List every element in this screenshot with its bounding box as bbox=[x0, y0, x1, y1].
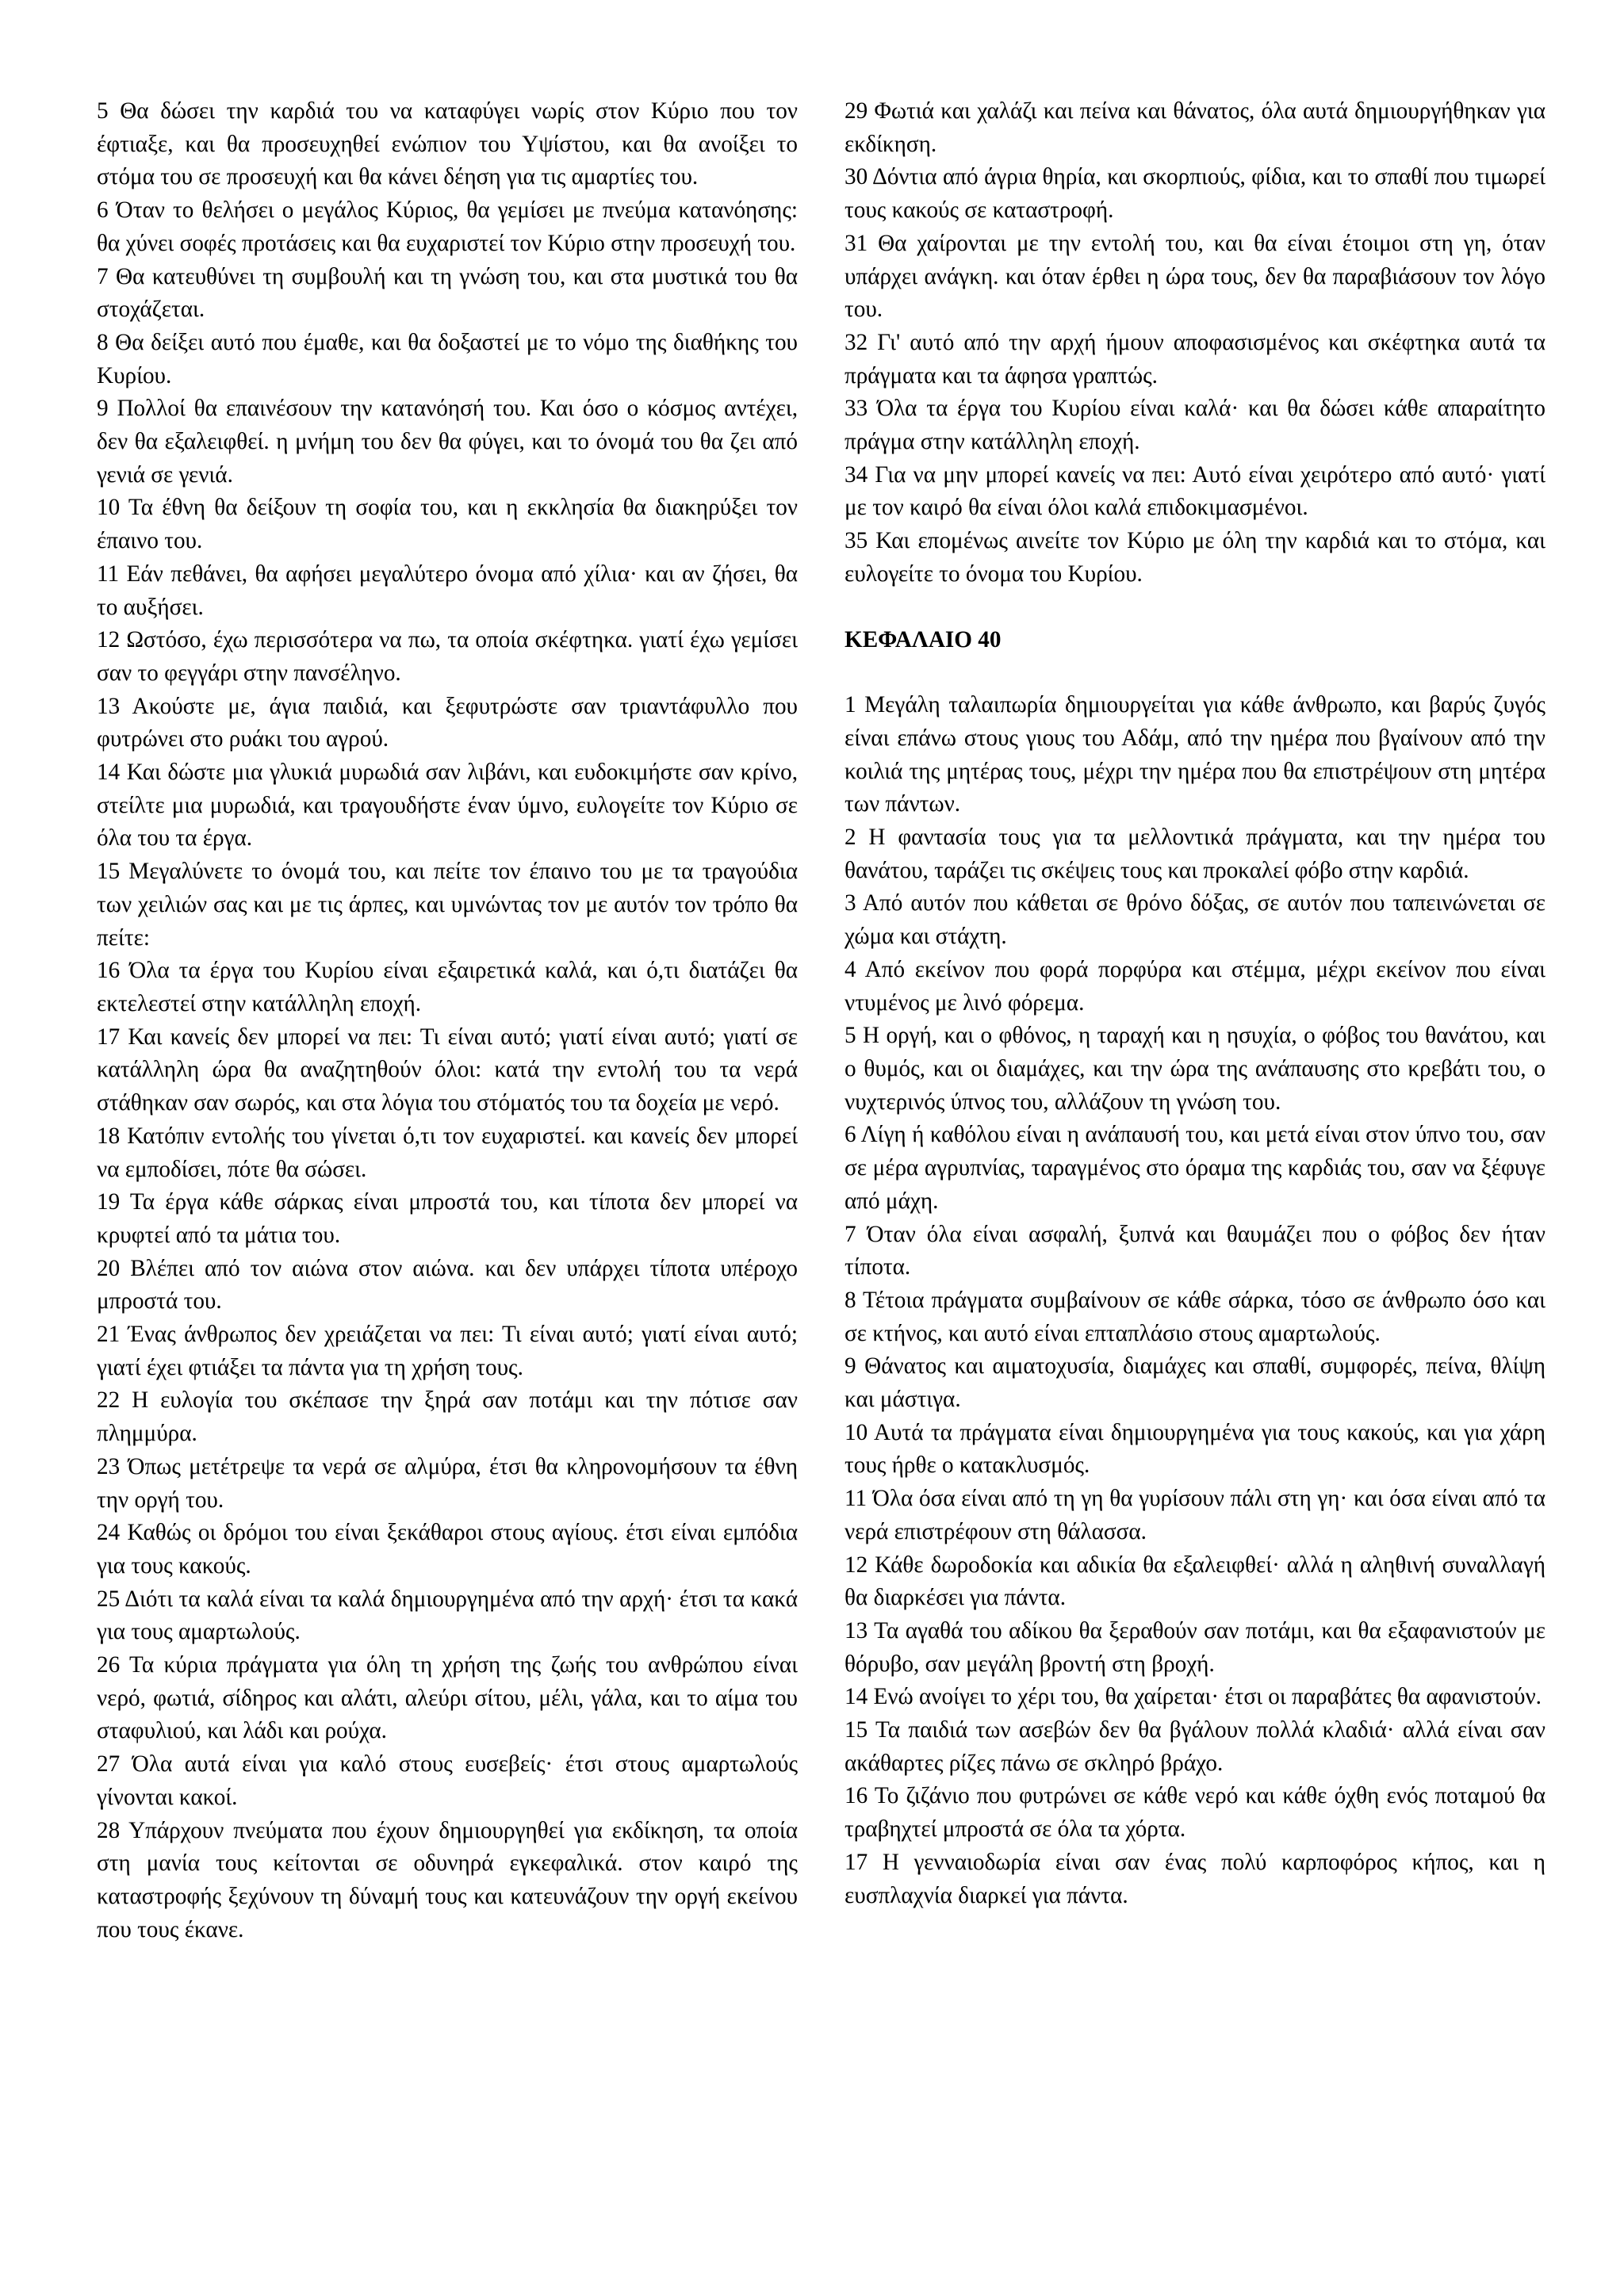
verse: 16 Όλα τα έργα του Κυρίου είναι εξαιρετικά καλά, και ό,τι διατάζει θα εκτελεστεί στην κατάλληλη εποχή. bbox=[97, 958, 798, 1016]
verse: 16 Το ζιζάνιο που φυτρώνει σε κάθε νερό και κάθε όχθη ενός ποταμού θα τραβηχτεί μπροστά σε όλα τα χόρτα. bbox=[845, 1783, 1545, 1843]
verse: 21 Ένας άνθρωπος δεν χρειάζεται να πει: Τι είναι αυτό; γιατί είναι αυτό; γιατί έχει φτιάξει τα πάντα για τη χρήση τους. bbox=[97, 1322, 798, 1380]
verse: 13 Ακούστε με, άγια παιδιά, και ξεφυτρώστε σαν τριαντάφυλλο που φυτρώνει στο ρυάκι του αγρού. bbox=[97, 693, 798, 752]
left-column bbox=[97, 95, 798, 1946]
verse: 1 Μεγάλη ταλαιπωρία δημιουργείται για κάθε άνθρωπο, και βαρύς ζυγός είναι επάνω στους γιους του Αδάμ, από την ημέρα που βγαίνουν από την κοιλιά της μητέρας τους, μέχρι την ημέρα που θα επιστρέψουν στη μητέρα των πάντων. bbox=[845, 692, 1545, 817]
verse: 7 Όταν όλα είναι ασφαλή, ξυπνά και θαυμάζει που ο φόβος δεν ήταν τίποτα. bbox=[845, 1221, 1545, 1280]
verse: 32 Γι' αυτό από την αρχή ήμουν αποφασισμένος και σκέφτηκα αυτά τα πράγματα και τα άφησα γραπτώς. bbox=[845, 329, 1545, 388]
chapter-heading: ΚΕΦΑΛΑΙΟ 40 bbox=[845, 626, 1002, 652]
verse: 30 Δόντια από άγρια θηρία, και σκορπιούς, φίδια, και το σπαθί που τιμωρεί τους κακούς σε καταστροφή. bbox=[845, 164, 1545, 224]
verse: 20 Βλέπει από τον αιώνα στον αιώνα. και δεν υπάρχει τίποτα υπέροχο μπροστά του. bbox=[97, 1255, 798, 1314]
verse: 27 Όλα αυτά είναι για καλό στους ευσεβείς· έτσι στους αμαρτωλούς γίνονται κακοί. bbox=[97, 1751, 798, 1810]
verse: 8 Τέτοια πράγματα συμβαίνουν σε κάθε σάρκα, τόσο σε άνθρωπο όσο και σε κτήνος, και αυτό είναι επταπλάσιο στους αμαρτωλούς. bbox=[845, 1287, 1545, 1346]
verse: 15 Τα παιδιά των ασεβών δεν θα βγάλουν πολλά κλαδιά· αλλά είναι σαν ακάθαρτες ρίζες πάνω σε σκληρό βράχο. bbox=[845, 1717, 1545, 1776]
verse: 25 Διότι τα καλά είναι τα καλά δημιουργημένα από την αρχή· έτσι τα κακά για τους αμαρτωλούς. bbox=[97, 1586, 798, 1645]
verse: 18 Κατόπιν εντολής του γίνεται ό,τι τον ευχαριστεί. και κανείς δεν μπορεί να εμποδίσει, πότε θα σώσει. bbox=[97, 1123, 798, 1182]
verse: 4 Από εκείνον που φορά πορφύρα και στέμμα, μέχρι εκείνον που είναι ντυμένος με λινό φόρεμα. bbox=[845, 956, 1545, 1016]
verse: 31 Θα χαίρονται με την εντολή του, και θα είναι έτοιμοι στη γη, όταν υπάρχει ανάγκη. και όταν έρθει η ώρα τους, δεν θα παραβιάσουν τον λόγο του. bbox=[845, 230, 1545, 323]
verse: 9 Πολλοί θα επαινέσουν την κατανόησή του. Και όσο ο κόσμος αντέχει, δεν θα εξαλειφθεί. η μνήμη του δεν θα φύγει, και το όνομά του θα ζει από γενιά σε γενιά. bbox=[97, 396, 798, 488]
verse: 3 Από αυτόν που κάθεται σε θρόνο δόξας, σε αυτόν που ταπεινώνεται σε χώμα και στάχτη. bbox=[845, 890, 1545, 950]
verse: 24 Καθώς οι δρόμοι του είναι ξεκάθαροι στους αγίους. έτσι είναι εμπόδια για τους κακούς. bbox=[97, 1520, 798, 1578]
verse: 5 Θα δώσει την καρδιά του να καταφύγει νωρίς στον Κύριο που τον έφτιαξε, και θα προσευχηθεί ενώπιον του Υψίστου, και θα ανοίξει το στόμα του σε προσευχή και θα κάνει δέηση για τις αμαρτίες του. bbox=[97, 98, 798, 190]
verse: 28 Υπάρχουν πνεύματα που έχουν δημιουργηθεί για εκδίκηση, τα οποία στη μανία τους κείτονται σε οδυνηρά εγκεφαλικά. στον καιρό της καταστροφής ξεχύνουν τη δύναμή τους και κατευνάζουν την οργή εκείνου που τους έκανε. bbox=[97, 1817, 798, 1942]
verse: 23 Όπως μετέτρεψε τα νερά σε αλμύρα, έτσι θα κληρονομήσουν τα έθνη την οργή του. bbox=[97, 1453, 798, 1513]
verse: 34 Για να μην μπορεί κανείς να πει: Αυτό είναι χειρότερο από αυτό· γιατί με τον καιρό θα είναι όλοι καλά επιδοκιμασμένοι. bbox=[845, 461, 1545, 521]
verse: 19 Τα έργα κάθε σάρκας είναι μπροστά του, και τίποτα δεν μπορεί να κρυφτεί από τα μάτια του. bbox=[97, 1189, 798, 1248]
verse: 14 Ενώ ανοίγει το χέρι του, θα χαίρεται· έτσι οι παραβάτες θα αφανιστούν. bbox=[845, 1684, 1542, 1710]
verse: 8 Θα δείξει αυτό που έμαθε, και θα δοξαστεί με το νόμο της διαθήκης του Κυρίου. bbox=[97, 329, 798, 388]
verse: 17 Και κανείς δεν μπορεί να πει: Τι είναι αυτό; γιατί είναι αυτό; γιατί σε κατάλληλη ώρα θα αναζητηθούν όλοι: κατά την εντολή του τα νερά στάθηκαν σαν σωρός, και στα λόγια του στόματός του τα δοχεία με νερό. bbox=[97, 1024, 798, 1116]
verse: 5 Η οργή, και ο φθόνος, η ταραχή και η ησυχία, ο φόβος του θανάτου, και ο θυμός, και οι διαμάχες, και την ώρα της ανάπαυσης στο κρεβάτι του, ο νυχτερινός ύπνος του, αλλάζουν τη γνώση του. bbox=[845, 1023, 1545, 1115]
verse: 26 Τα κύρια πράγματα για όλη τη χρήση της ζωής του ανθρώπου είναι νερό, φωτιά, σίδηρος και αλάτι, αλεύρι σίτου, μέλι, γάλα, και το αίμα του σταφυλιού, και λάδι και ρούχα. bbox=[97, 1652, 798, 1744]
verse: 6 Όταν το θελήσει ο μεγάλος Κύριος, θα γεμίσει με πνεύμα κατανόησης: θα χύνει σοφές προτάσεις και θα ευχαριστεί τον Κύριο στην προσευχή του. bbox=[97, 197, 798, 256]
right-column bbox=[845, 95, 1545, 1912]
verse: 12 Κάθε δωροδοκία και αδικία θα εξαλειφθεί· αλλά η αληθινή συναλλαγή θα διαρκέσει για πάντα. bbox=[845, 1552, 1545, 1611]
verse: 17 Η γενναιοδωρία είναι σαν ένας πολύ καρποφόρος κήπος, και η ευσπλαχνία διαρκεί για πάντα. bbox=[845, 1849, 1545, 1908]
verse: 35 Και επομένως αινείτε τον Κύριο με όλη την καρδιά και το στόμα, και ευλογείτε το όνομα του Κυρίου. bbox=[845, 528, 1545, 587]
verse: 33 Όλα τα έργα του Κυρίου είναι καλά· και θα δώσει κάθε απαραίτητο πράγμα στην κατάλληλη εποχή. bbox=[845, 396, 1545, 455]
verse: 13 Τα αγαθά του αδίκου θα ξεραθούν σαν ποτάμι, και θα εξαφανιστούν με θόρυβο, σαν μεγάλη βροντή στη βροχή. bbox=[845, 1617, 1545, 1677]
verse: 9 Θάνατος και αιματοχυσία, διαμάχες και σπαθί, συμφορές, πείνα, θλίψη και μάστιγα. bbox=[845, 1353, 1545, 1413]
verse: 22 Η ευλογία του σκέπασε την ξηρά σαν ποτάμι και την πότισε σαν πλημμύρα. bbox=[97, 1387, 798, 1447]
verse: 6 Λίγη ή καθόλου είναι η ανάπαυσή του, και μετά είναι στον ύπνο του, σαν σε μέρα αγρυπνίας, ταραγμένος στο όραμα της καρδιάς του, σαν να ξέφυγε από μάχη. bbox=[845, 1122, 1545, 1214]
verse: 10 Τα έθνη θα δείξουν τη σοφία του, και η εκκλησία θα διακηρύξει τον έπαινο του. bbox=[97, 495, 798, 554]
verse: 14 Και δώστε μια γλυκιά μυρωδιά σαν λιβάνι, και ευδοκιμήστε σαν κρίνο, στείλτε μια μυρωδιά, και τραγουδήστε έναν ύμνο, ευλογείτε τον Κύριο σε όλα του τα έργα. bbox=[97, 760, 798, 851]
verse: 10 Αυτά τα πράγματα είναι δημιουργημένα για τους κακούς, και για χάρη τους ήρθε ο κατακλυσμός. bbox=[845, 1419, 1545, 1479]
verse: 12 Ωστόσο, έχω περισσότερα να πω, τα οποία σκέφτηκα. γιατί έχω γεμίσει σαν το φεγγάρι στην πανσέληνο. bbox=[97, 627, 798, 686]
verse: 7 Θα κατευθύνει τη συμβουλή και τη γνώση του, και στα μυστικά του θα στοχάζεται. bbox=[97, 263, 798, 323]
verse: 11 Εάν πεθάνει, θα αφήσει μεγαλύτερο όνομα από χίλια· και αν ζήσει, θα το αυξήσει. bbox=[97, 561, 798, 620]
verse: 11 Όλα όσα είναι από τη γη θα γυρίσουν πάλι στη γη· και όσα είναι από τα νερά επιστρέφουν στη θάλασσα. bbox=[845, 1486, 1545, 1544]
verse: 29 Φωτιά και χαλάζι και πείνα και θάνατος, όλα αυτά δημιουργήθηκαν για εκδίκηση. bbox=[845, 98, 1545, 157]
verse: 15 Μεγαλύνετε το όνομά του, και πείτε τον έπαινο του με τα τραγούδια των χειλιών σας και με τις άρπες, και υμνώντας τον με αυτόν τον τρόπο θα πείτε: bbox=[97, 859, 798, 951]
verse: 2 Η φαντασία τους για τα μελλοντικά πράγματα, και την ημέρα του θανάτου, ταράζει τις σκέψεις τους και προκαλεί φόβο στην καρδιά. bbox=[845, 825, 1545, 883]
